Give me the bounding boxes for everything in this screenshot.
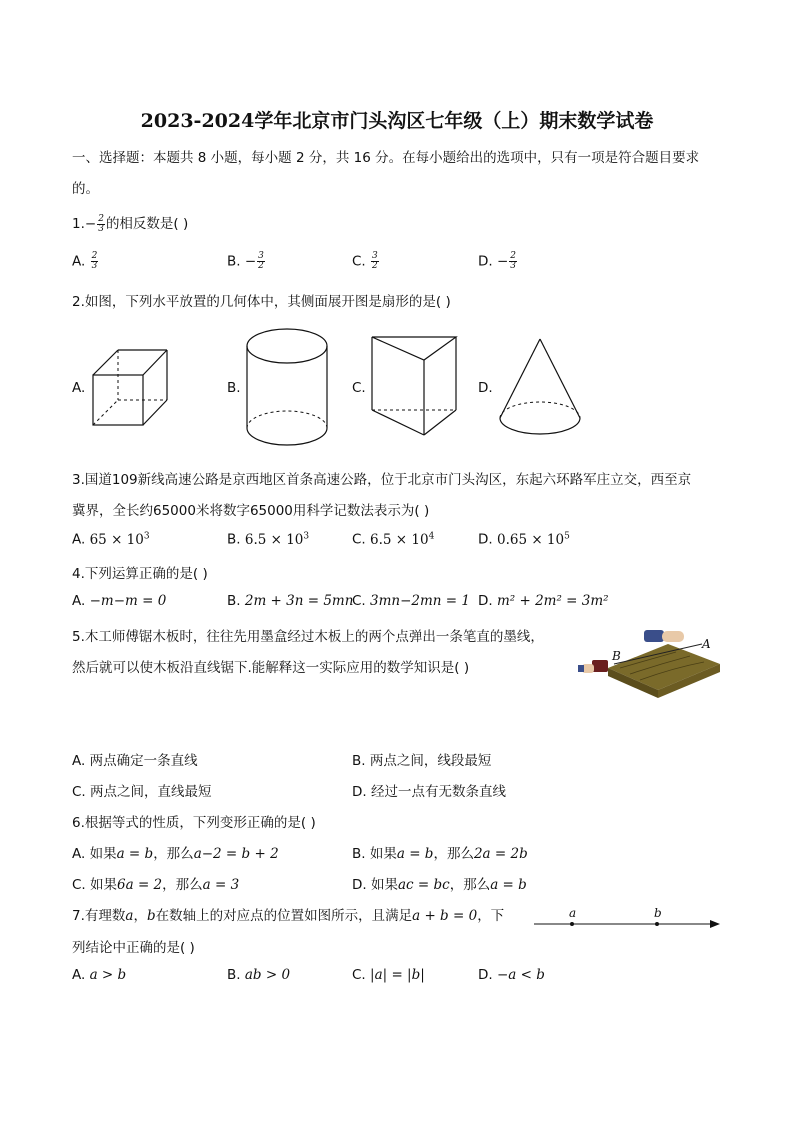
option-exponent: 3: [143, 531, 150, 541]
point-b-label: B: [612, 649, 621, 663]
numerator: 3: [258, 251, 264, 261]
q5-option-b[interactable]: [352, 749, 491, 769]
option-label: D.: [478, 253, 493, 270]
section-header-line2: 的。: [72, 181, 99, 197]
option-base: 6.5 × 10: [370, 531, 429, 548]
option-label: A.: [72, 967, 86, 983]
option-label: B.: [227, 593, 241, 609]
minus-sign: −: [84, 216, 97, 232]
option-base: 65 × 10: [89, 531, 144, 548]
option-label: B.: [352, 753, 366, 769]
option-text: ，那么: [162, 877, 203, 893]
option-label: B.: [227, 967, 241, 983]
q5-option-a[interactable]: [72, 749, 198, 769]
option-expr: 3mn−2mn = 1: [370, 593, 470, 609]
option-label: A.: [72, 253, 86, 270]
cube-figure: [90, 346, 170, 428]
number-line: [530, 904, 724, 934]
option-text: 经过一点有无数条直线: [370, 784, 506, 800]
numerator: 3: [372, 251, 378, 261]
q4-option-c[interactable]: [352, 593, 470, 609]
q1-option-c[interactable]: [352, 252, 380, 271]
option-exponent: 3: [303, 531, 310, 541]
option-label: B.: [227, 531, 241, 548]
question-3-line1: 3.国道109新线高速公路是京西地区首条高速公路，位于北京市门头沟区，东起六环路军庄立交，西至京: [72, 472, 692, 488]
option-exponent: 5: [564, 531, 570, 541]
option-text: 如果: [369, 846, 397, 862]
q7-option-b[interactable]: [227, 967, 290, 983]
option-text: 两点之间，线段最短: [369, 753, 492, 769]
separator: ，: [133, 908, 147, 924]
page-title: 2023-2024学年北京市门头沟区七年级（上）期末数学试卷: [140, 110, 654, 132]
q2-option-b-label[interactable]: B.: [227, 380, 241, 396]
question-text: ，下: [477, 908, 505, 924]
option-text: 如果: [370, 877, 398, 893]
q1-option-d[interactable]: [478, 252, 518, 271]
q3-option-d[interactable]: [478, 531, 570, 548]
point-a-label: A: [702, 637, 711, 651]
option-text: ，那么: [153, 846, 194, 862]
option-expr: [370, 532, 434, 548]
q4-option-d[interactable]: [478, 593, 609, 609]
denominator: 2: [372, 261, 378, 271]
option-label: D.: [478, 531, 493, 548]
numerator: 2: [91, 251, 98, 261]
q5-option-c[interactable]: [72, 780, 212, 800]
option-label: D.: [352, 877, 367, 893]
option-label: C.: [72, 784, 86, 800]
q3-option-c[interactable]: [352, 531, 434, 548]
option-label: D.: [352, 784, 367, 800]
question-4: 4.下列运算正确的是( ): [72, 566, 208, 582]
option-condition: a = b: [396, 846, 434, 862]
triangular-prism-figure: [368, 332, 460, 440]
q2-option-d-label[interactable]: D.: [478, 380, 493, 396]
q3-option-a[interactable]: [72, 531, 150, 548]
q7-option-d[interactable]: [478, 967, 545, 983]
q3-option-b[interactable]: [227, 531, 309, 548]
q4-option-a[interactable]: [72, 593, 166, 609]
axis-label-b: b: [654, 906, 662, 920]
q7-option-c[interactable]: [352, 967, 425, 983]
option-text: 如果: [90, 877, 118, 893]
question-5-line2: 然后就可以使木板沿直线锯下.能解释这一实际应用的数学知识是( ): [72, 660, 470, 676]
option-label: D.: [478, 593, 493, 609]
option-fraction: [257, 252, 265, 271]
option-label: C.: [352, 253, 366, 270]
question-text: 7.有理数: [72, 908, 126, 924]
condition-expr: a + b = 0: [412, 908, 478, 924]
option-fraction: [509, 252, 517, 271]
option-conclusion: a = b: [490, 877, 527, 893]
option-label: C.: [72, 877, 86, 893]
option-label: A.: [72, 593, 86, 609]
q5-option-d[interactable]: [352, 780, 506, 800]
option-base: 6.5 × 10: [244, 531, 304, 548]
numerator: 2: [510, 251, 517, 261]
q6-option-d[interactable]: [352, 873, 527, 893]
option-text: ，那么: [433, 846, 474, 862]
variable-b: b: [146, 908, 156, 924]
option-sign: −: [496, 253, 509, 270]
denominator: 3: [91, 261, 98, 271]
option-expr: [90, 532, 150, 548]
cylinder-figure: [243, 326, 331, 450]
option-condition: 6a = 2: [117, 877, 163, 893]
q4-option-b[interactable]: [227, 593, 353, 609]
denominator: 3: [510, 261, 517, 271]
numerator: 2: [98, 213, 104, 224]
option-text: 两点确定一条直线: [89, 753, 198, 769]
option-expr: m² + 2m² = 3m²: [496, 593, 609, 609]
option-label: C.: [352, 593, 366, 609]
option-label: A.: [72, 846, 86, 862]
axis-label-a: a: [569, 906, 577, 920]
q2-option-a-label[interactable]: A.: [72, 380, 86, 396]
question-text: 在数轴上的对应点的位置如图所示，且满足: [155, 908, 413, 924]
question-7-line2: 列结论中正确的是( ): [72, 940, 195, 956]
q6-option-b[interactable]: [352, 842, 528, 862]
question-6: 6.根据等式的性质，下列变形正确的是( ): [72, 815, 316, 831]
q1-option-a[interactable]: [72, 252, 99, 271]
option-conclusion: a = 3: [202, 877, 240, 893]
option-conclusion: 2a = 2b: [473, 846, 528, 862]
option-expr: −a < b: [496, 967, 545, 983]
option-conclusion: a−2 = b + 2: [193, 846, 279, 862]
option-text: 两点之间，直线最短: [90, 784, 212, 800]
option-expr: |a| = |b|: [370, 967, 425, 983]
option-expr: a > b: [89, 967, 127, 983]
q7-option-a[interactable]: [72, 967, 126, 983]
question-5-line1: 5.木工师傅锯木板时，往往先用墨盒经过木板上的两个点弹出一条笔直的墨线，: [72, 629, 544, 645]
option-label: B.: [352, 846, 366, 862]
option-label: A.: [72, 753, 86, 769]
option-condition: a = b: [116, 846, 154, 862]
question-3-line2: 冀界，全长约65000米将数字65000用科学记数法表示为( ): [72, 503, 430, 519]
option-expr: ab > 0: [244, 967, 291, 983]
question-number: 1.: [72, 216, 85, 232]
q2-option-c-label[interactable]: C.: [352, 380, 366, 396]
question-text: 的相反数是( ): [105, 216, 189, 232]
option-expr: 2m + 3n = 5mn: [244, 593, 354, 609]
option-label: C.: [352, 967, 366, 983]
option-label: D.: [478, 967, 493, 983]
question-1: [72, 212, 188, 234]
carpenter-illustration: [578, 624, 724, 700]
denominator: 3: [98, 223, 104, 234]
option-label: B.: [227, 253, 241, 270]
option-text: 如果: [89, 846, 117, 862]
section-header-line1: 一、选择题：本题共 8 小题，每小题 2 分，共 16 分。在每小题给出的选项中，只有一项是符合题目要求: [72, 150, 700, 166]
option-fraction: [371, 252, 379, 271]
fraction: [97, 215, 105, 234]
option-expr: −m−m = 0: [89, 593, 167, 609]
q6-option-a[interactable]: [72, 842, 279, 862]
option-label: C.: [352, 531, 366, 548]
question-2: 2.如图，下列水平放置的几何体中，其侧面展开图是扇形的是( ): [72, 294, 451, 310]
option-expr: [497, 532, 570, 548]
option-text: ，那么: [449, 877, 491, 893]
option-exponent: 4: [428, 531, 435, 541]
cone-figure: [495, 336, 585, 440]
option-expr: [245, 532, 309, 548]
option-label: A.: [72, 531, 86, 548]
q6-option-c[interactable]: [72, 873, 239, 893]
option-sign: −: [244, 253, 257, 270]
denominator: 2: [258, 261, 264, 271]
option-base: 0.65 × 10: [496, 531, 565, 548]
option-fraction: [91, 252, 99, 271]
question-7-line1: [72, 904, 504, 924]
q1-option-b[interactable]: [227, 252, 266, 271]
variable-a: a: [125, 908, 134, 924]
option-condition: ac = bc: [397, 877, 450, 893]
